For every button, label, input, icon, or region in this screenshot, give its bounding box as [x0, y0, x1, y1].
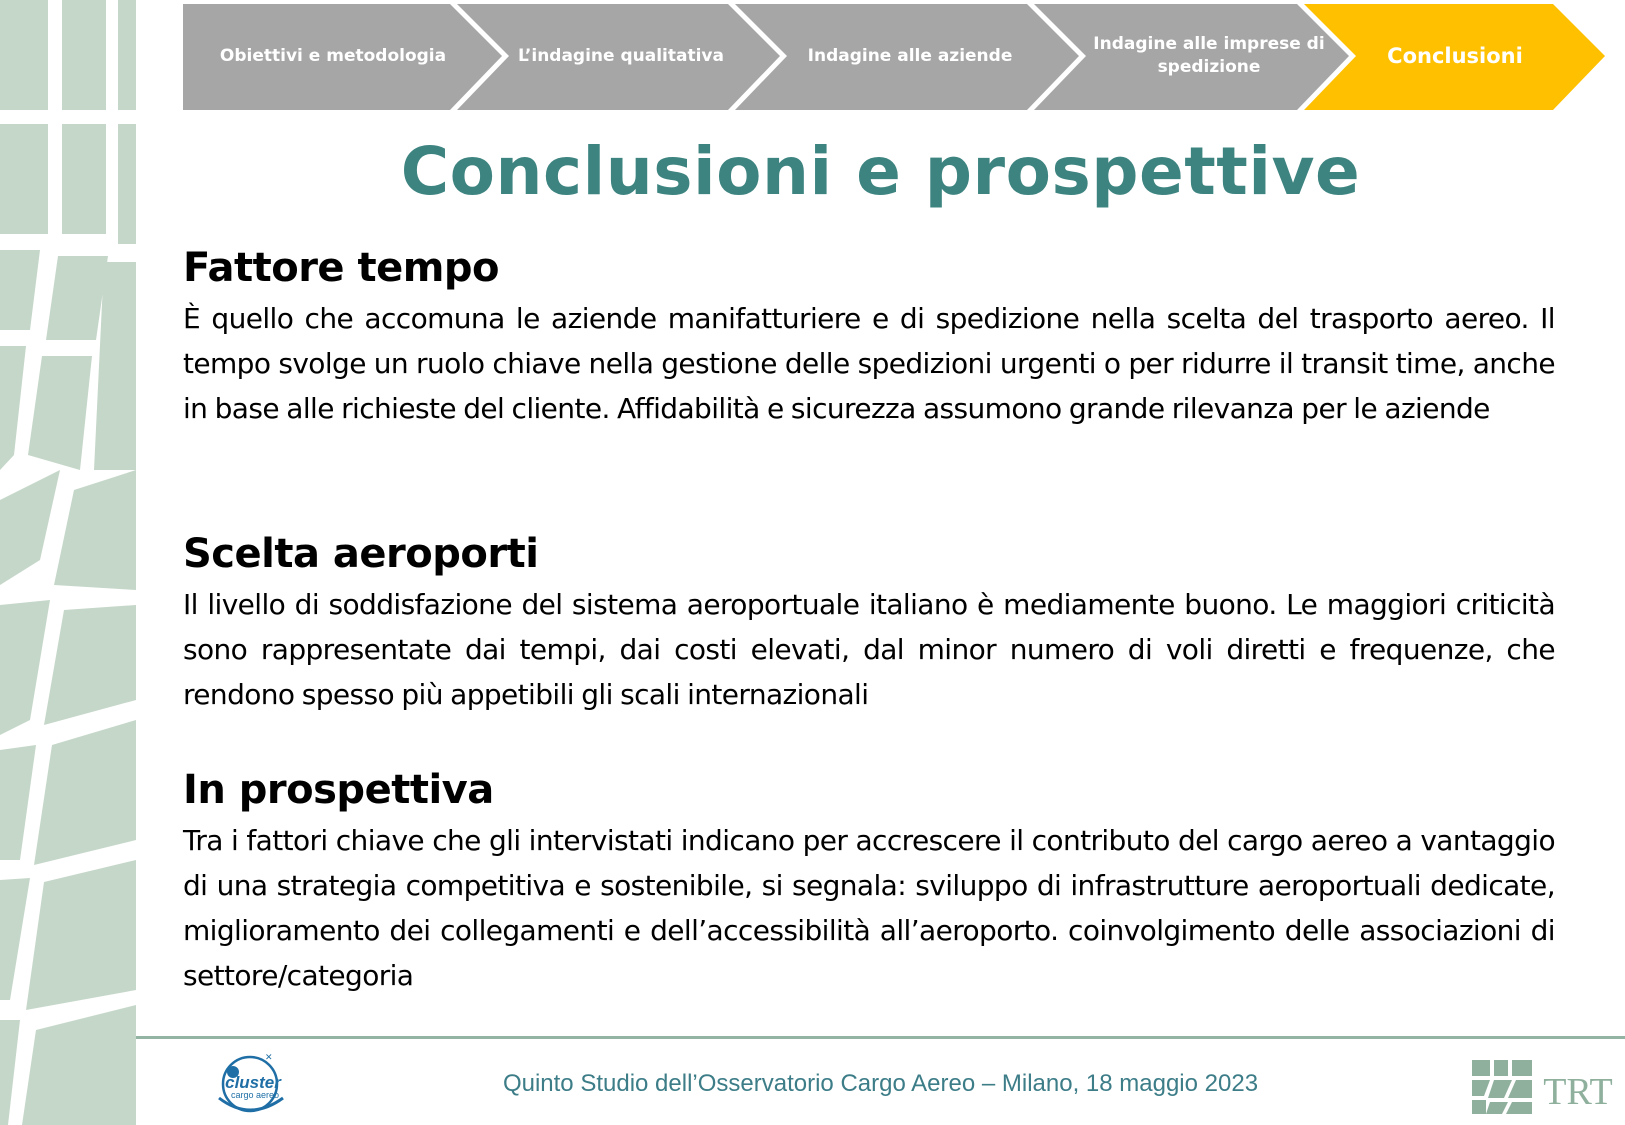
logo-text: cluster [225, 1073, 281, 1092]
decorative-map-strip [0, 0, 136, 1125]
step-conclusioni[interactable] [1350, 4, 1560, 108]
footer-caption: Quinto Studio dell’Osservatorio Cargo Aereo – Milano, 18 maggio 2023 [502, 1070, 1259, 1097]
step-label: Indagine alle imprese di spedizione [1093, 34, 1325, 77]
step-indagine-qualitativa[interactable] [490, 4, 752, 108]
page-title: Conclusioni e prospettive [400, 133, 1361, 210]
step-obiettivi[interactable] [183, 4, 483, 108]
section-in-prospettiva [183, 766, 1555, 998]
step-label: L’indagine qualitativa [517, 45, 724, 66]
footer-divider [136, 1036, 1625, 1039]
step-label: Obiettivi e metodologia [219, 45, 447, 66]
section-heading: Scelta aeroporti [183, 531, 539, 577]
section-body: È quello che accomuna le aziende manifatturiere e di spedizione nella scelta del trasporto aereo. Il tempo svolge un ruolo chiave nella gestione delle spedizioni urgenti o per ridurre il transit time, anche in base alle richieste del cliente. Affidabilità e sicurezza assumono grande rilevanza per le aziende [183, 302, 1555, 425]
step-indagine-aziende[interactable] [775, 4, 1045, 108]
section-fattore-tempo [183, 244, 1555, 431]
svg-text:✕: ✕ [265, 1053, 273, 1063]
step-label: Conclusioni [1387, 43, 1523, 68]
section-heading: Fattore tempo [183, 245, 500, 291]
section-heading: In prospettiva [183, 767, 494, 813]
step-indagine-spedizione[interactable] [1084, 4, 1334, 108]
section-scelta-aeroporti [183, 530, 1555, 717]
logo-subtext: cargo aereo [230, 1090, 280, 1100]
logo-text: TRT [1543, 1071, 1613, 1113]
trt-logo [1472, 1058, 1620, 1116]
step-label: Indagine alle aziende [807, 45, 1013, 66]
section-body: Il livello di soddisfazione del sistema aeroportuale italiano è mediamente buono. Le maggiori criticità sono rappresentate dai tempi, dai costi elevati, dal minor numero di voli diretti e frequenze, che rendono spesso più appetibili gli scali internazionali [183, 588, 1555, 711]
section-body: Tra i fattori chiave che gli intervistati indicano per accrescere il contributo del cargo aereo a vantaggio di una strategia competitiva e sostenibile, si segnala: sviluppo di infrastrutture aeroportuali dedicate, miglioramento dei collegamenti e dell’accessibilità all’aeroporto. coinvolgimento delle associazioni di settore/categoria [183, 824, 1555, 992]
